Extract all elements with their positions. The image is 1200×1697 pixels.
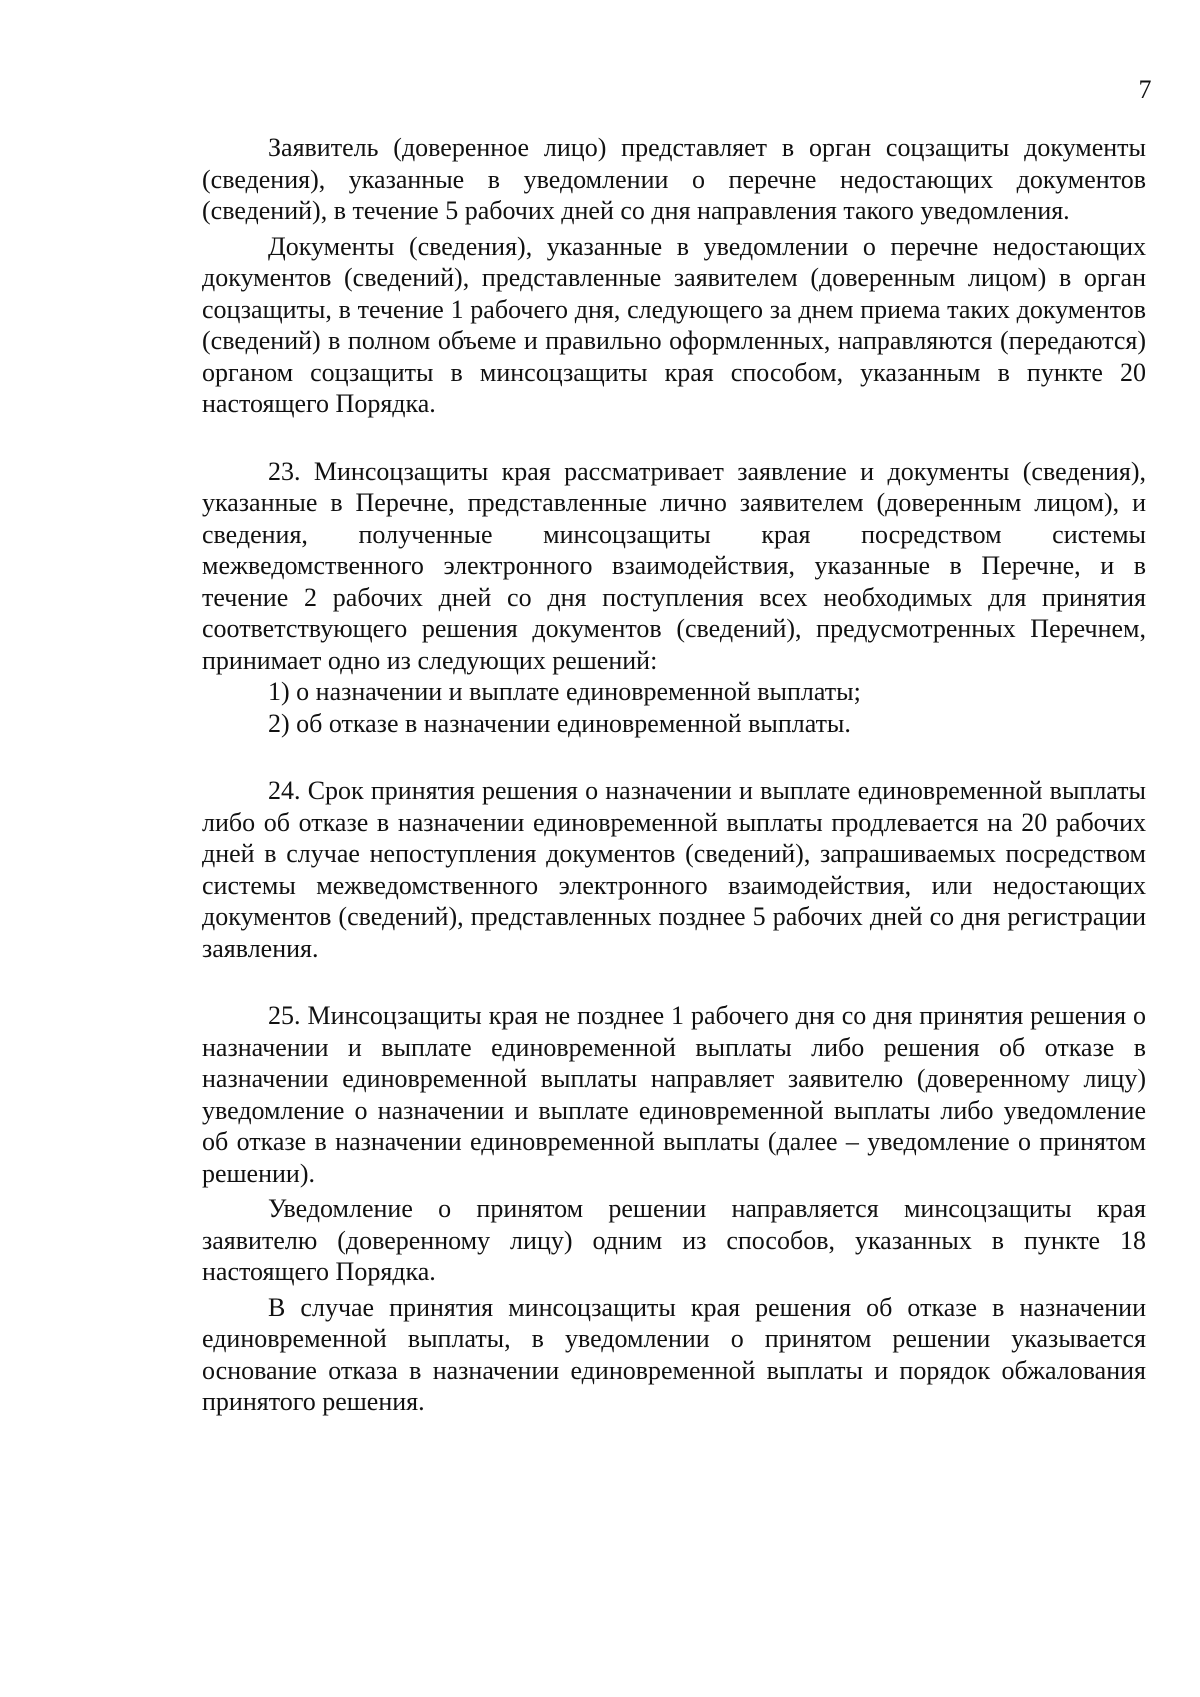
paragraph-item-24: 24. Срок принятия решения о назначении и выплате единовременной выплаты либо об отказе в назначении единовременной выплаты продлевается на 20 рабочих дней в случае непоступления документов (сведений), запрашиваемых посредством системы межведомственного электронного взаимодействия, или недостающих документов (сведений), представленных позднее 5 рабочих дней со дня регистрации заявления. [202, 776, 1146, 963]
paragraph: Заявитель (доверенное лицо) представляет в орган соцзащиты документы (сведения), указанные в уведомлении о перечне недостающих документов (сведений), в течение 5 рабочих дней со дня направления такого уведомления. [202, 133, 1146, 225]
list-item: 1) о назначении и выплате единовременной выплаты; [268, 677, 861, 706]
list-item: 2) об отказе в назначении единовременной выплаты. [268, 708, 851, 738]
paragraph: Документы (сведения), указанные в уведомлении о перечне недостающих документов (сведений), представленные заявителем (доверенным лицом) в орган соцзащиты, в течение 1 рабочего дня, следующего за днем приема таких документов (сведений) в полном объеме и правильно оформленных, направляются (передаются) органом соцзащиты в минсоцзащиты края способом, указанным в пункте 20 настоящего Порядка. [202, 231, 1146, 418]
page-number: 7 [1138, 75, 1152, 104]
paragraph: Уведомление о принятом решении направляется минсоцзащиты края заявителю (доверенному лицу) одним из способов, указанных в пункте 18 настоящего Порядка. [202, 1194, 1146, 1286]
paragraph-item-25: 25. Минсоцзащиты края не позднее 1 рабочего дня со дня принятия решения о назначении и выплате единовременной выплаты либо решения об отказе в назначении единовременной выплаты направляет заявителю (доверенному лицу) уведомление о назначении и выплате единовременной выплаты либо уведомление об отказе в назначении единовременной выплаты (далее – уведомление о принятом решении). [202, 1001, 1146, 1188]
paragraph: В случае принятия минсоцзащиты края решения об отказе в назначении единовременной выплаты, в уведомлении о принятом решении указывается основание отказа в назначении единовременной выплаты и порядок обжалования принятого решения. [202, 1292, 1146, 1416]
document-body [202, 132, 1146, 1418]
paragraph-item-23: 23. Минсоцзащиты края рассматривает заявление и документы (сведения), указанные в Перечне, представленные лично заявителем (доверенным лицом), и сведения, полученные минсоцзащиты края посредством системы межведомственного электронного взаимодействия, указанные в Перечне, и в течение 2 рабочих дней со дня поступления всех необходимых для принятия соответствующего решения документов (сведений), предусмотренных Перечнем, принимает одно из следующих решений: [202, 456, 1146, 675]
